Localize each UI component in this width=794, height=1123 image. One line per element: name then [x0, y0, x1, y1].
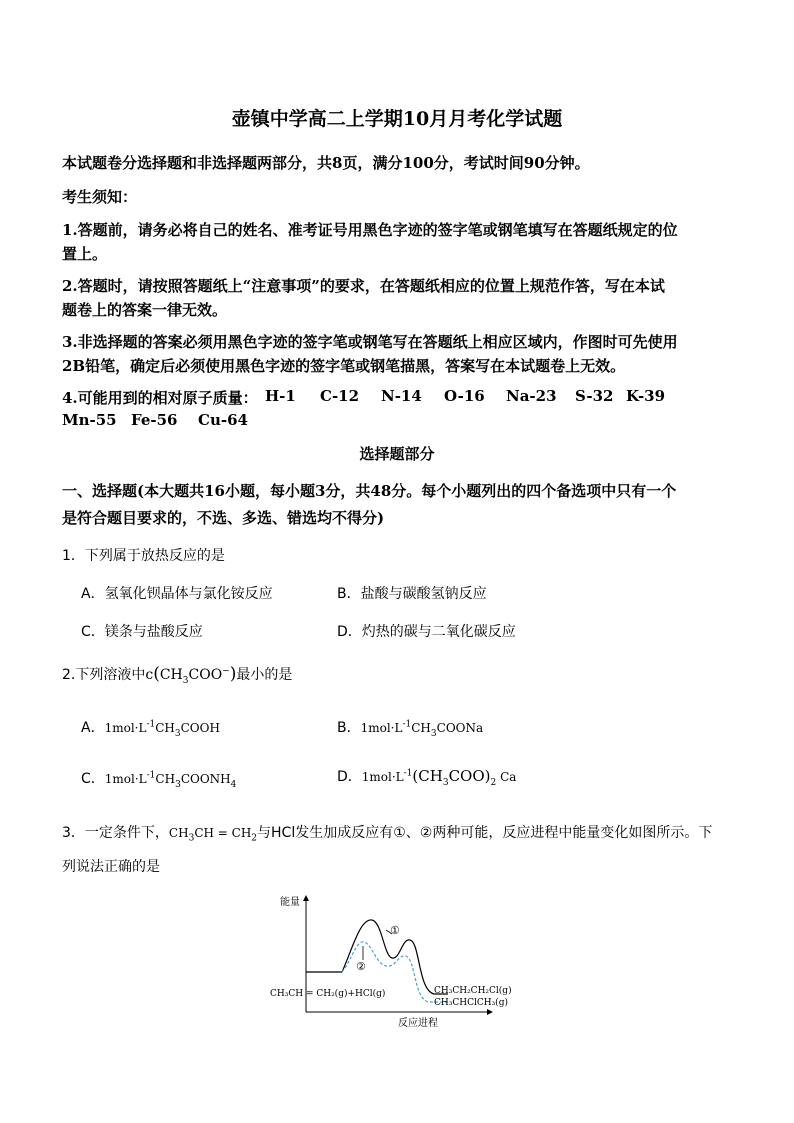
notice-2-line2: 题卷上的答案一律无效。: [62, 301, 228, 319]
section-heading-line2: 是符合题目要求的，不选、多选、错选均不得分): [62, 509, 385, 527]
product-1-label: CH₃CH₂CH₂Cl(g): [434, 986, 512, 996]
part-title: 选择题部分: [359, 445, 435, 463]
q2-option-a: A．$1mol\cdot L^{-1}CH_3COOH$: [81, 719, 220, 739]
section-heading-line1: 一、选择题(本大题共16小题，每小题3分，共48分。每个小题列出的四个备选项中只有一个: [62, 482, 677, 500]
energy-diagram: [268, 890, 528, 1030]
q2-stem: 2.下列溶液中$c(CH_3COO^-)$最小的是: [62, 664, 293, 686]
mass-item: Fe-56: [131, 411, 178, 429]
notice-3-line1: 3.非选择题的答案必须用黑色字迹的签字笔或钢笔写在答题纸上相应区域内，作图时可先使用: [62, 333, 678, 351]
y-axis-label: 能量: [280, 897, 300, 908]
x-axis-label: 反应进程: [398, 1018, 438, 1029]
mass-item: C-12: [320, 387, 360, 405]
q1-option-b: B．盐酸与碳酸氢钠反应: [337, 586, 487, 602]
notice-2-line1: 2.答题时，请按照答题纸上“注意事项”的要求，在答题纸相应的位置上规范作答，写在本试: [62, 277, 665, 295]
notice-heading: 考生须知：: [62, 188, 138, 206]
exam-intro: 本试题卷分选择题和非选择题两部分，共8页，满分100分，考试时间90分钟。: [62, 154, 590, 172]
path-2-label: ②: [356, 960, 366, 973]
product-2-label: CH₃CHClCH₃(g): [434, 998, 508, 1008]
mass-item: Mn-55: [62, 411, 117, 429]
mass-item: Cu-64: [198, 411, 248, 429]
q3-stem-line1: 3．一定条件下，$CH_3CH = CH_2$与HCl发生加成反应有①、②两种可能，反应进程中能量变化如图所示。下: [62, 825, 713, 844]
mass-item: K-39: [626, 387, 666, 405]
path-1-curve: [306, 920, 448, 994]
q1-option-d: D．灼热的碳与二氧化碳反应: [337, 624, 516, 640]
notice-1-line2: 置上。: [62, 245, 108, 263]
q1-option-a: A．氢氧化钡晶体与氯化铵反应: [81, 586, 273, 602]
notice-3-line2: 2B铅笔，确定后必须使用黑色字迹的签字笔或钢笔描黑，答案写在本试题卷上无效。: [62, 357, 626, 375]
path-1-label: ①: [390, 924, 400, 937]
q2-option-c: C．$1mol\cdot L^{-1}CH_3COONH_4$: [81, 770, 237, 790]
q1-option-c: C．镁条与盐酸反应: [81, 624, 203, 640]
q1-stem: 1．下列属于放热反应的是: [62, 548, 225, 564]
masses-label: 4.可能用到的相对原子质量：: [62, 389, 258, 407]
q3-stem-line2: 列说法正确的是: [62, 859, 160, 875]
mass-item: Na-23: [506, 387, 557, 405]
mass-item: H-1: [265, 387, 296, 405]
reactant-label: CH₃CH = CH₂(g)+HCl(g): [270, 989, 386, 999]
mass-item: O-16: [444, 387, 485, 405]
q2-option-d: D．$1mol\cdot L^{-1}(CH_3COO)_2$ Ca: [337, 767, 517, 788]
mass-item: S-32: [575, 387, 614, 405]
page-title: 壶镇中学高二上学期10月月考化学试题: [231, 108, 563, 130]
q2-option-b: B．$1mol\cdot L^{-1}CH_3COONa$: [337, 719, 484, 739]
mass-item: N-14: [381, 387, 422, 405]
notice-1-line1: 1.答题前，请务必将自己的姓名、准考证号用黑色字迹的签字笔或钢笔填写在答题纸规定的位: [62, 221, 678, 239]
